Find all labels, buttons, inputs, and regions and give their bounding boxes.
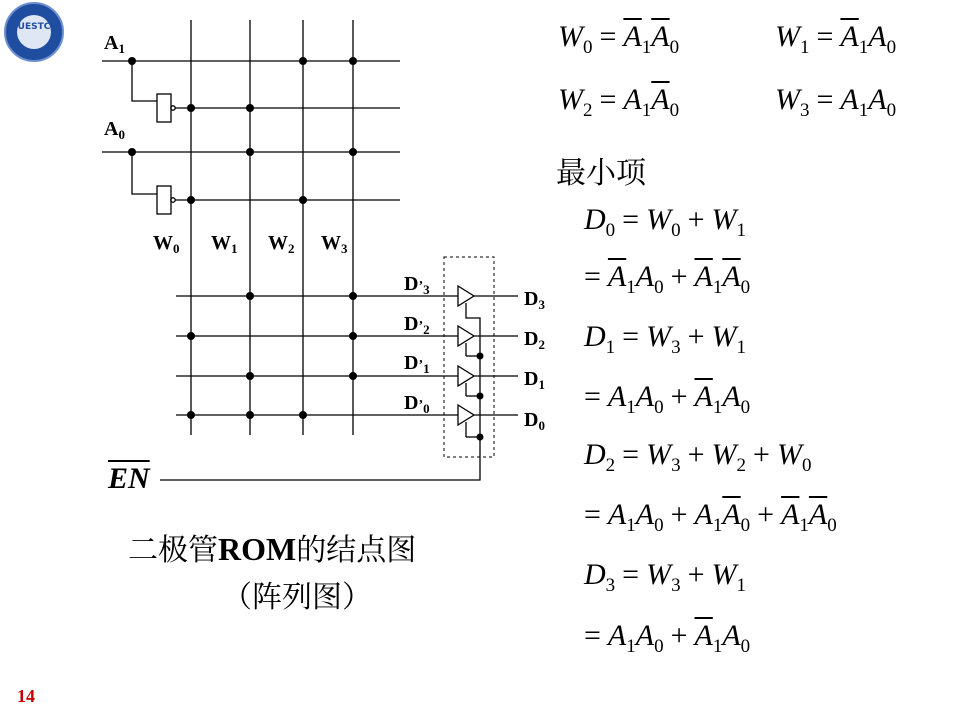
- output-label-d2: $D_2$: [524, 328, 545, 352]
- equation-d0: $D_0 = W_0 + W_1$: [584, 203, 747, 241]
- a1-inverter-body: [157, 94, 171, 122]
- junction-dot: [128, 57, 136, 65]
- equation-w3: $W_3 = A_1A_0$: [775, 83, 897, 121]
- diode-dot: [246, 411, 254, 419]
- word-label-w2: $W_2$: [268, 232, 295, 256]
- equation-d3-expanded: = $A_1A_0 + \overline{A}_1A_0$: [584, 619, 751, 657]
- enable-dot: [477, 353, 484, 360]
- equation-d0-expanded: = $\overline{A}_1A_0 + \overline{A}_1\overline{A}_0$: [584, 260, 751, 298]
- bitline-label-d2: $D’_2$: [404, 313, 430, 337]
- minterm-heading: 最小项: [556, 156, 646, 191]
- logo-text: UESTC: [17, 22, 51, 32]
- equation-w2: $W_2 = A_1\overline{A}_0$: [558, 83, 680, 121]
- output-label-d3: $D_3$: [524, 288, 545, 312]
- diode-dot: [246, 372, 254, 380]
- buffer-box: [444, 257, 494, 457]
- diagram-caption: 二极管ROM的结点图: [128, 531, 417, 568]
- diode-dot: [349, 332, 357, 340]
- word-label-w3: $W_3$: [321, 232, 348, 256]
- node-dot: [187, 196, 195, 204]
- diode-dot: [349, 292, 357, 300]
- input-label-a0: $A_0$: [104, 118, 125, 142]
- a1-inverter-in: [132, 61, 157, 101]
- word-label-w0: $W_0$: [153, 232, 180, 256]
- diode-dot: [299, 411, 307, 419]
- diode-dot: [349, 372, 357, 380]
- diagram-caption-sub: （阵列图）: [222, 580, 372, 615]
- equation-w1: $W_1 = \overline{A}_1A_0$: [775, 20, 897, 58]
- junction-dot: [128, 148, 136, 156]
- enable-label: $\overline{EN}$: [108, 462, 150, 495]
- equation-d3: $D_3 = W_3 + W_1$: [584, 558, 747, 596]
- diode-dot: [187, 411, 195, 419]
- bitline-label-d1: $D’_1$: [404, 352, 430, 376]
- equation-w0: $W_0 = \overline{A}_1\overline{A}_0$: [558, 20, 680, 58]
- node-dot: [349, 57, 357, 65]
- diode-dot: [246, 292, 254, 300]
- node-dot: [187, 104, 195, 112]
- equation-d2-expanded: = $A_1A_0 + A_1\overline{A}_0 + \overline{A}_1\overline{A}_0$: [584, 498, 837, 536]
- equation-d2: $D_2 = W_3 + W_2 + W_0$: [584, 438, 812, 476]
- word-label-w1: $W_1$: [211, 232, 238, 256]
- a0-inverter-in: [132, 152, 157, 194]
- node-dot: [299, 196, 307, 204]
- bitline-label-d3: $D’_3$: [404, 273, 430, 297]
- node-dot: [349, 148, 357, 156]
- equation-d1-expanded: = $A_1A_0 + \overline{A}_1A_0$: [584, 380, 751, 418]
- enable-dot: [477, 393, 484, 400]
- node-dot: [246, 104, 254, 112]
- input-label-a1: $A_1$: [104, 32, 125, 56]
- bitline-label-d0: $D’_0$: [404, 392, 430, 416]
- node-dot: [246, 148, 254, 156]
- page-number: 14: [17, 686, 35, 706]
- equation-d1: $D_1 = W_3 + W_1$: [584, 320, 747, 358]
- enable-dot: [477, 434, 484, 441]
- enable-line: [160, 303, 480, 480]
- output-label-d1: $D_1$: [524, 368, 545, 392]
- node-dot: [299, 57, 307, 65]
- diode-dot: [187, 332, 195, 340]
- a0-inverter-body: [157, 186, 171, 214]
- output-label-d0: $D_0$: [524, 409, 545, 433]
